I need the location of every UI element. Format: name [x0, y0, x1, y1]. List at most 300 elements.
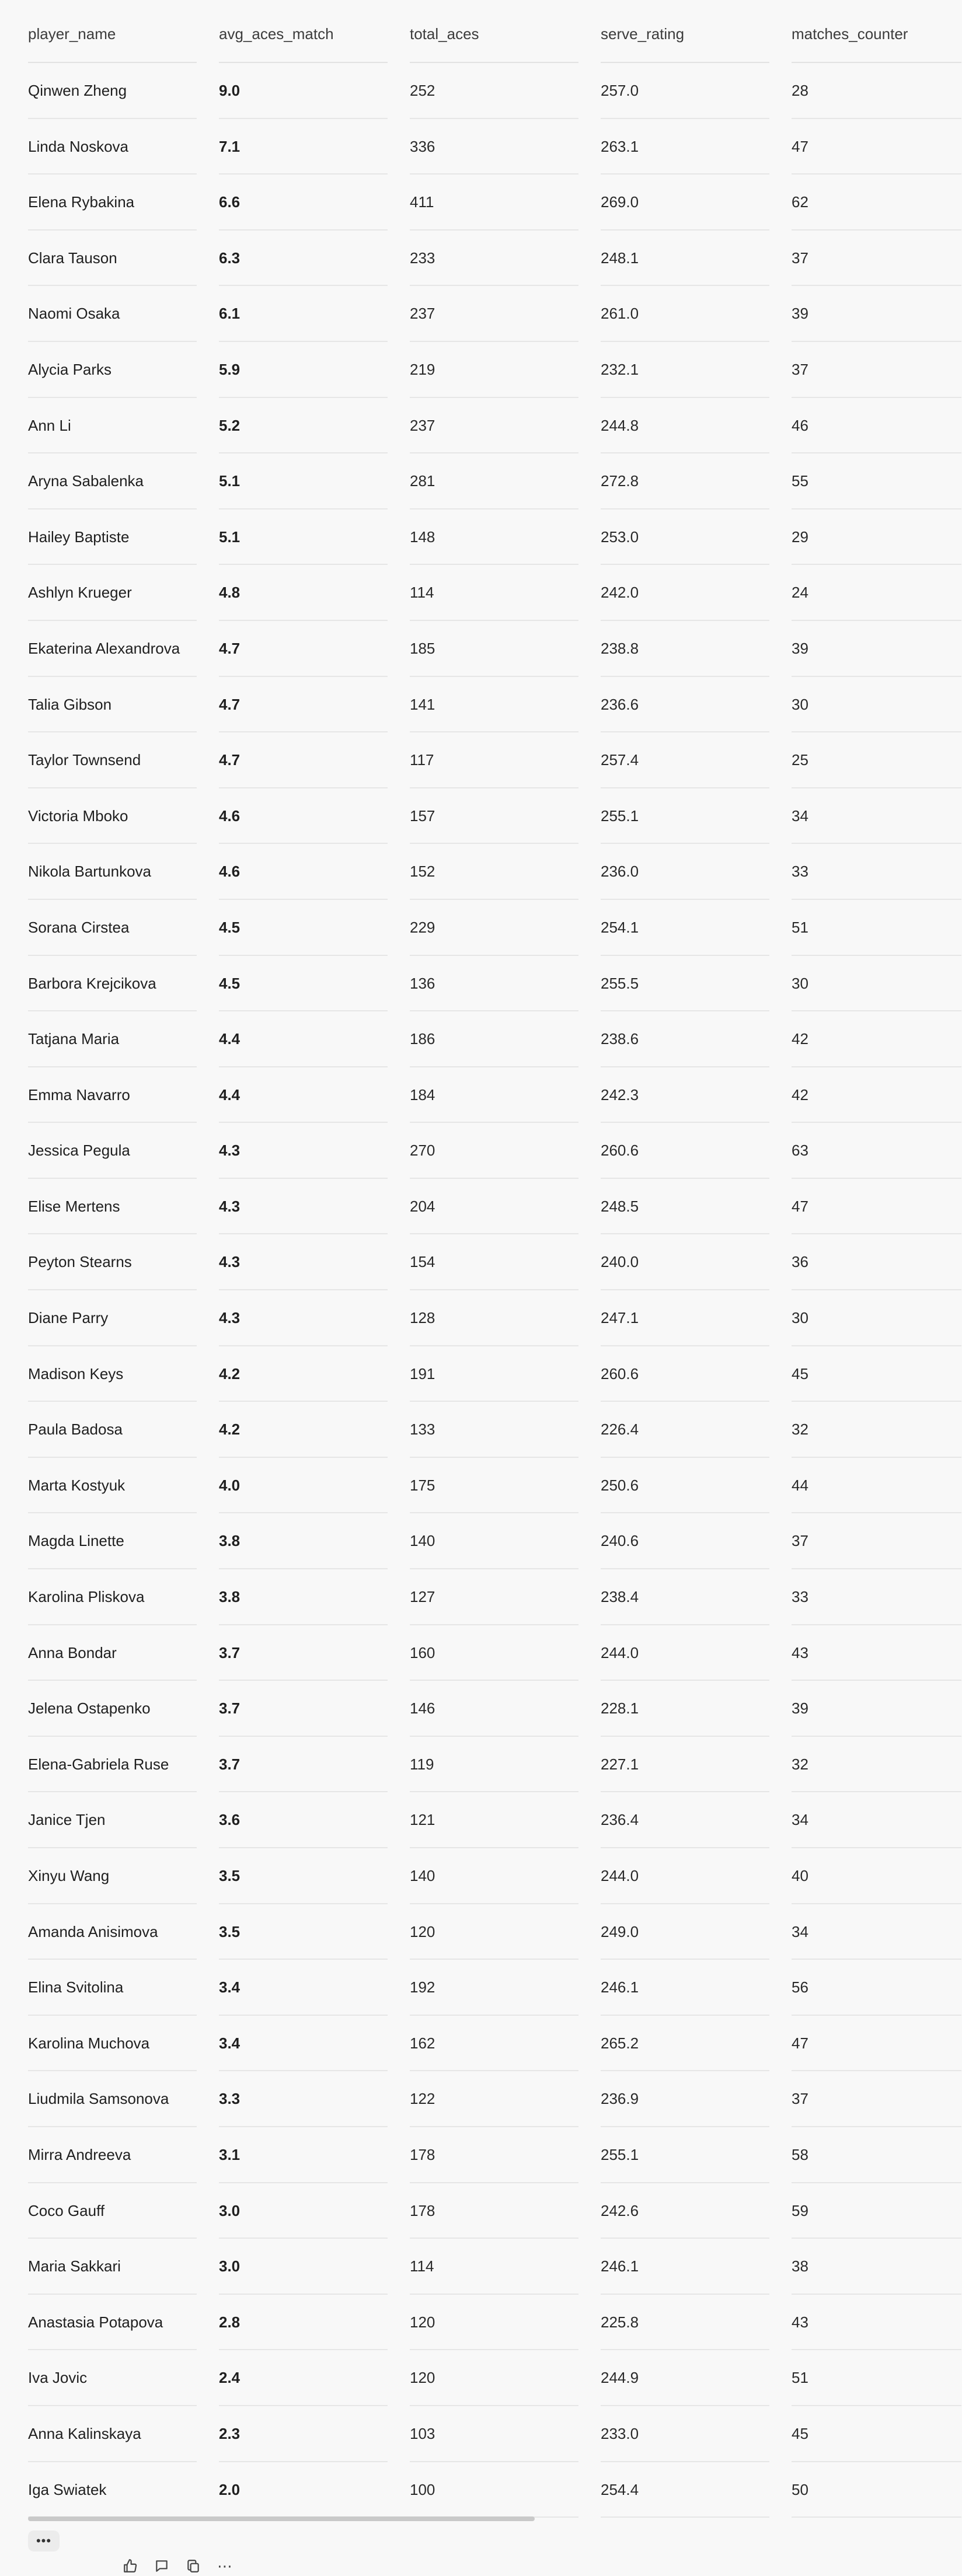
cell-player-name — [28, 286, 219, 342]
cell-value: 43 — [792, 1625, 961, 1681]
cell-player-name — [28, 1402, 219, 1458]
cell-value: 3.7 — [219, 1625, 388, 1681]
cell-player-name — [28, 2350, 219, 2406]
cell-avg-aces-match — [219, 621, 410, 677]
cell-value: 252 — [410, 63, 578, 119]
cell-serve-rating — [601, 1123, 792, 1179]
cell-avg-aces-match — [219, 2183, 410, 2239]
cell-player-name — [28, 1792, 219, 1848]
cell-value: 3.6 — [219, 1792, 388, 1848]
cell-value: 7.1 — [219, 119, 388, 175]
cell-player-name — [28, 677, 219, 733]
cell-total-aces — [410, 398, 601, 454]
cell-avg-aces-match — [219, 1402, 410, 1458]
cell-value: Iva Jovic — [28, 2350, 197, 2406]
cell-total-aces — [410, 63, 601, 119]
cell-value: 4.8 — [219, 565, 388, 621]
cell-value: 233.0 — [601, 2406, 769, 2462]
cell-value: 103 — [410, 2406, 578, 2462]
column-header-avg-aces-match[interactable] — [219, 0, 410, 63]
results-table — [28, 0, 961, 2518]
cell-value: 248.1 — [601, 231, 769, 287]
cell-value: 37 — [792, 342, 961, 398]
table-row — [28, 286, 961, 342]
cell-value: 6.6 — [219, 174, 388, 231]
cell-value: 28 — [792, 63, 961, 119]
cell-value: 2.0 — [219, 2462, 388, 2518]
cell-total-aces — [410, 1067, 601, 1123]
cell-player-name — [28, 2406, 219, 2462]
cell-value: 3.0 — [219, 2239, 388, 2295]
cell-avg-aces-match — [219, 732, 410, 788]
cell-matches-counter — [792, 63, 961, 119]
table-row — [28, 174, 961, 231]
cell-serve-rating — [601, 1737, 792, 1793]
cell-player-name — [28, 1290, 219, 1346]
table-row — [28, 1569, 961, 1625]
cell-player-name — [28, 732, 219, 788]
cell-value: 34 — [792, 1904, 961, 1960]
cell-value: Hailey Baptiste — [28, 509, 197, 566]
cell-player-name — [28, 119, 219, 175]
cell-value: Diane Parry — [28, 1290, 197, 1346]
cell-value: 5.1 — [219, 509, 388, 566]
table-row — [28, 565, 961, 621]
cell-avg-aces-match — [219, 1346, 410, 1402]
cell-matches-counter — [792, 1346, 961, 1402]
cell-value: 117 — [410, 732, 578, 788]
cell-value: 411 — [410, 174, 578, 231]
cell-total-aces — [410, 1179, 601, 1235]
cell-value: 232.1 — [601, 342, 769, 398]
column-header-matches-counter[interactable] — [792, 0, 961, 63]
cell-serve-rating — [601, 1569, 792, 1625]
cell-value: 42 — [792, 1011, 961, 1067]
cell-value: 238.6 — [601, 1011, 769, 1067]
cell-value: 29 — [792, 509, 961, 566]
cell-value: 3.4 — [219, 2016, 388, 2072]
cell-value: 248.5 — [601, 1179, 769, 1235]
cell-value: 51 — [792, 900, 961, 956]
cell-value: Karolina Muchova — [28, 2016, 197, 2072]
cell-value: Janice Tjen — [28, 1792, 197, 1848]
cell-value: 240.0 — [601, 1234, 769, 1290]
comment-icon — [154, 2558, 169, 2574]
cell-value: Tatjana Maria — [28, 1011, 197, 1067]
cell-value: 240.6 — [601, 1513, 769, 1569]
cell-value: 3.5 — [219, 1848, 388, 1904]
cell-matches-counter — [792, 732, 961, 788]
cell-total-aces — [410, 2071, 601, 2127]
cell-value: Aryna Sabalenka — [28, 453, 197, 509]
cell-matches-counter — [792, 174, 961, 231]
cell-value: 257.0 — [601, 63, 769, 119]
response-actions — [120, 2556, 235, 2576]
cell-value: 120 — [410, 2295, 578, 2351]
cell-value: 47 — [792, 119, 961, 175]
cell-value: 3.3 — [219, 2071, 388, 2127]
cell-serve-rating — [601, 342, 792, 398]
cell-value: 51 — [792, 2350, 961, 2406]
cell-value: Iga Swiatek — [28, 2462, 197, 2518]
cell-value: 5.1 — [219, 453, 388, 509]
cell-value: 219 — [410, 342, 578, 398]
cell-total-aces — [410, 2406, 601, 2462]
more-actions-button[interactable] — [215, 2556, 235, 2576]
cell-matches-counter — [792, 1904, 961, 1960]
cell-value: 244.8 — [601, 398, 769, 454]
cell-player-name — [28, 1346, 219, 1402]
cell-player-name — [28, 2016, 219, 2072]
cell-value: 6.3 — [219, 231, 388, 287]
cell-value: 32 — [792, 1402, 961, 1458]
cell-matches-counter — [792, 1681, 961, 1737]
cell-serve-rating — [601, 1960, 792, 2016]
cell-value: 5.2 — [219, 398, 388, 454]
cell-value: Emma Navarro — [28, 1067, 197, 1123]
cell-avg-aces-match — [219, 2462, 410, 2518]
cell-value: 37 — [792, 231, 961, 287]
cell-matches-counter — [792, 2406, 961, 2462]
cell-avg-aces-match — [219, 1681, 410, 1737]
cell-total-aces — [410, 1290, 601, 1346]
table-row — [28, 956, 961, 1012]
cell-avg-aces-match — [219, 1458, 410, 1514]
comment-button[interactable] — [152, 2556, 172, 2576]
cell-value: 4.7 — [219, 732, 388, 788]
cell-serve-rating — [601, 231, 792, 287]
cell-value: 249.0 — [601, 1904, 769, 1960]
cell-value: 4.3 — [219, 1179, 388, 1235]
cell-value: 6.1 — [219, 286, 388, 342]
cell-value: 25 — [792, 732, 961, 788]
table-row — [28, 1179, 961, 1235]
cell-value: 37 — [792, 1513, 961, 1569]
cell-value: 225.8 — [601, 2295, 769, 2351]
cell-value: 186 — [410, 1011, 578, 1067]
cell-total-aces — [410, 2016, 601, 2072]
column-header-total-aces[interactable] — [410, 0, 601, 63]
cell-value: 128 — [410, 1290, 578, 1346]
cell-serve-rating — [601, 956, 792, 1012]
cell-avg-aces-match — [219, 1960, 410, 2016]
cell-player-name — [28, 453, 219, 509]
cell-serve-rating — [601, 1792, 792, 1848]
cell-total-aces — [410, 2183, 601, 2239]
table-row — [28, 1123, 961, 1179]
cell-value: 257.4 — [601, 732, 769, 788]
cell-value: Madison Keys — [28, 1346, 197, 1402]
cell-value: Anastasia Potapova — [28, 2295, 197, 2351]
cell-matches-counter — [792, 1513, 961, 1569]
cell-matches-counter — [792, 398, 961, 454]
cell-value: 160 — [410, 1625, 578, 1681]
cell-value: 32 — [792, 1737, 961, 1793]
cell-value: Clara Tauson — [28, 231, 197, 287]
cell-value: 40 — [792, 1848, 961, 1904]
cell-total-aces — [410, 1011, 601, 1067]
table-row — [28, 844, 961, 900]
cell-player-name — [28, 1458, 219, 1514]
cell-value: Taylor Townsend — [28, 732, 197, 788]
cell-serve-rating — [601, 1290, 792, 1346]
cell-value: 4.6 — [219, 844, 388, 900]
cell-value: 5.9 — [219, 342, 388, 398]
cell-matches-counter — [792, 1123, 961, 1179]
cell-avg-aces-match — [219, 2295, 410, 2351]
cell-value: 148 — [410, 509, 578, 566]
cell-value: 227.1 — [601, 1737, 769, 1793]
cell-total-aces — [410, 2127, 601, 2183]
cell-value: Jelena Ostapenko — [28, 1681, 197, 1737]
cell-value: 244.0 — [601, 1625, 769, 1681]
table-row — [28, 1848, 961, 1904]
cell-serve-rating — [601, 286, 792, 342]
cell-matches-counter — [792, 788, 961, 844]
table-row — [28, 2239, 961, 2295]
cell-value: 4.4 — [219, 1067, 388, 1123]
cell-value: 39 — [792, 621, 961, 677]
cell-matches-counter — [792, 2295, 961, 2351]
cell-matches-counter — [792, 1458, 961, 1514]
cell-matches-counter — [792, 1960, 961, 2016]
cell-player-name — [28, 1625, 219, 1681]
cell-value: 34 — [792, 788, 961, 844]
cell-value: 3.8 — [219, 1569, 388, 1625]
cell-value: 254.1 — [601, 900, 769, 956]
thumbs-up-button[interactable] — [120, 2556, 140, 2576]
cell-total-aces — [410, 1123, 601, 1179]
cell-total-aces — [410, 788, 601, 844]
cell-value: 114 — [410, 2239, 578, 2295]
table-row — [28, 1681, 961, 1737]
cell-total-aces — [410, 900, 601, 956]
cell-value: 4.0 — [219, 1458, 388, 1514]
cell-avg-aces-match — [219, 1513, 410, 1569]
cell-matches-counter — [792, 2127, 961, 2183]
cell-serve-rating — [601, 1346, 792, 1402]
cell-value: 336 — [410, 119, 578, 175]
cell-value: Ekaterina Alexandrova — [28, 621, 197, 677]
cell-serve-rating — [601, 788, 792, 844]
cell-value: 146 — [410, 1681, 578, 1737]
cell-total-aces — [410, 1513, 601, 1569]
cell-serve-rating — [601, 677, 792, 733]
cell-value: Coco Gauff — [28, 2183, 197, 2239]
cell-value: 244.9 — [601, 2350, 769, 2406]
cell-matches-counter — [792, 1625, 961, 1681]
cell-value: 2.3 — [219, 2406, 388, 2462]
cell-matches-counter — [792, 565, 961, 621]
cell-avg-aces-match — [219, 342, 410, 398]
cell-value: 4.7 — [219, 677, 388, 733]
column-header-serve-rating[interactable] — [601, 0, 792, 63]
cell-value: 154 — [410, 1234, 578, 1290]
cell-avg-aces-match — [219, 1011, 410, 1067]
cell-value: 45 — [792, 1346, 961, 1402]
table-body — [28, 63, 961, 2518]
cell-value: 229 — [410, 900, 578, 956]
cell-value: 45 — [792, 2406, 961, 2462]
cell-total-aces — [410, 2462, 601, 2518]
cell-value: 39 — [792, 286, 961, 342]
cell-avg-aces-match — [219, 398, 410, 454]
cell-player-name — [28, 621, 219, 677]
cell-matches-counter — [792, 844, 961, 900]
cell-player-name — [28, 1513, 219, 1569]
cell-matches-counter — [792, 2183, 961, 2239]
cell-total-aces — [410, 565, 601, 621]
cell-total-aces — [410, 231, 601, 287]
cell-total-aces — [410, 509, 601, 566]
table-row — [28, 2127, 961, 2183]
cell-serve-rating — [601, 2183, 792, 2239]
cell-value: 33 — [792, 844, 961, 900]
cell-value: 260.6 — [601, 1346, 769, 1402]
cell-matches-counter — [792, 1402, 961, 1458]
cell-value: Elena Rybakina — [28, 174, 197, 231]
cell-value: 261.0 — [601, 286, 769, 342]
cell-value: 56 — [792, 1960, 961, 2016]
cell-avg-aces-match — [219, 844, 410, 900]
cell-player-name — [28, 1960, 219, 2016]
cell-value: Sorana Cirstea — [28, 900, 197, 956]
cell-player-name — [28, 1848, 219, 1904]
cell-player-name — [28, 174, 219, 231]
cell-player-name — [28, 1067, 219, 1123]
thumbs-up-icon — [123, 2558, 138, 2574]
cell-avg-aces-match — [219, 1737, 410, 1793]
cell-serve-rating — [601, 1681, 792, 1737]
cell-avg-aces-match — [219, 677, 410, 733]
table-header-row — [28, 0, 961, 63]
cell-value: 120 — [410, 2350, 578, 2406]
cell-value: 4.7 — [219, 621, 388, 677]
column-header-label: serve_rating — [601, 0, 769, 63]
cell-value: 50 — [792, 2462, 961, 2518]
cell-value: 37 — [792, 2071, 961, 2127]
cell-value: 47 — [792, 2016, 961, 2072]
cell-serve-rating — [601, 844, 792, 900]
cell-value: Qinwen Zheng — [28, 63, 197, 119]
column-header-label: avg_aces_match — [219, 0, 388, 63]
cell-avg-aces-match — [219, 509, 410, 566]
cell-value: 175 — [410, 1458, 578, 1514]
cell-value: 3.8 — [219, 1513, 388, 1569]
cell-serve-rating — [601, 1179, 792, 1235]
column-header-player-name[interactable] — [28, 0, 219, 63]
cell-matches-counter — [792, 2016, 961, 2072]
cell-player-name — [28, 956, 219, 1012]
cell-serve-rating — [601, 453, 792, 509]
copy-icon — [186, 2558, 201, 2574]
cell-avg-aces-match — [219, 900, 410, 956]
cell-value: Ashlyn Krueger — [28, 565, 197, 621]
cell-matches-counter — [792, 2462, 961, 2518]
more-options-button[interactable] — [28, 2530, 60, 2551]
cell-serve-rating — [601, 63, 792, 119]
table-row — [28, 1234, 961, 1290]
cell-player-name — [28, 2239, 219, 2295]
cell-matches-counter — [792, 1234, 961, 1290]
cell-serve-rating — [601, 509, 792, 566]
cell-value: 58 — [792, 2127, 961, 2183]
table-row — [28, 1792, 961, 1848]
cell-value: 191 — [410, 1346, 578, 1402]
cell-value: 162 — [410, 2016, 578, 2072]
cell-value: 3.1 — [219, 2127, 388, 2183]
cell-player-name — [28, 2462, 219, 2518]
cell-value: 3.4 — [219, 1960, 388, 2016]
cell-avg-aces-match — [219, 1904, 410, 1960]
cell-value: 63 — [792, 1123, 961, 1179]
cell-player-name — [28, 1011, 219, 1067]
cell-value: 238.4 — [601, 1569, 769, 1625]
cell-value: 242.6 — [601, 2183, 769, 2239]
cell-serve-rating — [601, 2406, 792, 2462]
cell-value: 127 — [410, 1569, 578, 1625]
table-row — [28, 398, 961, 454]
cell-value: 30 — [792, 677, 961, 733]
cell-matches-counter — [792, 677, 961, 733]
cell-matches-counter — [792, 286, 961, 342]
cell-avg-aces-match — [219, 286, 410, 342]
cell-value: 178 — [410, 2127, 578, 2183]
cell-serve-rating — [601, 1513, 792, 1569]
horizontal-scrollbar[interactable] — [28, 2516, 535, 2521]
cell-value: Paula Badosa — [28, 1402, 197, 1458]
cell-value: 272.8 — [601, 453, 769, 509]
cell-value: 270 — [410, 1123, 578, 1179]
cell-avg-aces-match — [219, 1848, 410, 1904]
cell-total-aces — [410, 119, 601, 175]
cell-serve-rating — [601, 900, 792, 956]
table-row — [28, 2462, 961, 2518]
cell-avg-aces-match — [219, 174, 410, 231]
cell-value: 263.1 — [601, 119, 769, 175]
cell-total-aces — [410, 956, 601, 1012]
cell-matches-counter — [792, 231, 961, 287]
cell-value: 253.0 — [601, 509, 769, 566]
cell-serve-rating — [601, 2295, 792, 2351]
cell-player-name — [28, 398, 219, 454]
cell-value: 192 — [410, 1960, 578, 2016]
table-row — [28, 2350, 961, 2406]
cell-avg-aces-match — [219, 2016, 410, 2072]
cell-value: Peyton Stearns — [28, 1234, 197, 1290]
cell-serve-rating — [601, 398, 792, 454]
cell-value: 238.8 — [601, 621, 769, 677]
cell-value: 269.0 — [601, 174, 769, 231]
cell-value: 4.5 — [219, 900, 388, 956]
cell-matches-counter — [792, 509, 961, 566]
cell-matches-counter — [792, 1011, 961, 1067]
cell-avg-aces-match — [219, 956, 410, 1012]
cell-avg-aces-match — [219, 2350, 410, 2406]
cell-value: 185 — [410, 621, 578, 677]
cell-value: 24 — [792, 565, 961, 621]
cell-value: Magda Linette — [28, 1513, 197, 1569]
cell-value: 3.5 — [219, 1904, 388, 1960]
cell-value: 204 — [410, 1179, 578, 1235]
cell-total-aces — [410, 1904, 601, 1960]
cell-value: Marta Kostyuk — [28, 1458, 197, 1514]
cell-value: 250.6 — [601, 1458, 769, 1514]
cell-value: Maria Sakkari — [28, 2239, 197, 2295]
copy-button[interactable] — [183, 2556, 203, 2576]
cell-player-name — [28, 342, 219, 398]
cell-matches-counter — [792, 1569, 961, 1625]
